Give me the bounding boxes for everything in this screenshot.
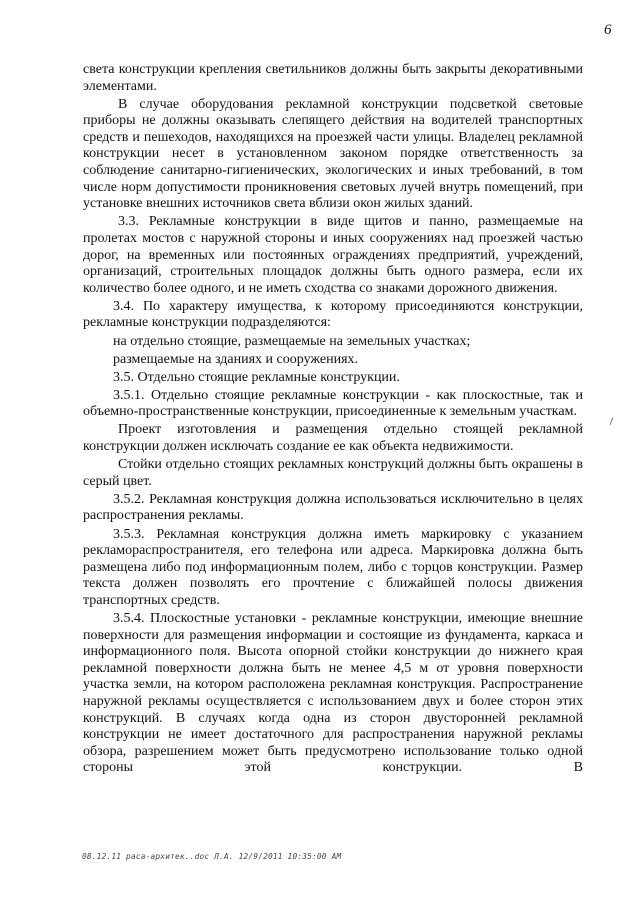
paragraph-3-3: 3.3. Рекламные конструкции в виде щитов и панно, размещаемые на пролетах мостов с наружной стороны и иных сооружениях над проезжей частью дорог, на временных или постоянных ограждениях предприятий, учреждений, организаций, строительных площадок должны быть одного размера, если их количество более одного, и не иметь сходства со знаками дорожного движения. xyxy=(83,214,583,296)
paragraph-3-5-3: 3.5.3. Рекламная конструкция должна иметь маркировку с указанием рекламораспространителя, его телефона или адреса. Маркировка должна быть размещена либо под информационным полем, либо с торцов конструкции. Размер текста должен позволять его прочтение с ближайшей полосы движения транспортных средств. xyxy=(83,526,583,608)
list-item-freestanding: на отдельно стоящие, размещаемые на земельных участках; xyxy=(113,333,471,349)
document-footer: 08.12.11 раса-архитек..doc Л.А. 12/9/2011 10:35:00 AM xyxy=(82,852,342,861)
scan-mark xyxy=(610,417,614,425)
paragraph-project: Проект изготовления и размещения отдельно стоящей рекламной конструкции должен исключать создание ее как объекта недвижимости. xyxy=(83,422,583,455)
paragraph-3-5-4: 3.5.4. Плоскостные установки - рекламные конструкции, имеющие внешние поверхности для размещения информации и состоящие из фундамента, каркаса и информационного поля. Высота опорной стойки конструкции до нижнего края рекламной поверхности должна быть не менее 4,5 м от уровня поверхности участка земли, на котором расположена рекламная конструкция. Распространение наружной рекламы осуществляется с использованием двух и более сторон этих конструкций. В случаях когда одна из сторон двусторонней рекламной конструкции не имеет достаточного для распространения наружной рекламы обзора, разрешением может быть предусмотрено использование только одной стороны этой конструкции. В xyxy=(83,611,583,776)
list-item-on-buildings: размещаемые на зданиях и сооружениях. xyxy=(113,351,359,367)
paragraph-posts-color: Стойки отдельно стоящих рекламных конструкций должны быть окрашены в серый цвет. xyxy=(83,457,583,489)
paragraph-3-5-1: 3.5.1. Отдельно стоящие рекламные конструкции - как плоскостные, так и объемно-пространственные конструкции, присоединенные к земельным участкам. xyxy=(83,387,583,420)
paragraph-3-4: 3.4. По характеру имущества, к которому присоединяются конструкции, рекламные конструкции подразделяются: xyxy=(83,298,583,331)
document-body xyxy=(83,62,583,777)
page-number: 6 xyxy=(604,22,612,38)
paragraph-3-5: 3.5. Отдельно стоящие рекламные конструкции. xyxy=(113,369,400,385)
paragraph-3-5-2: 3.5.2. Рекламная конструкция должна использоваться исключительно в целях распространения рекламы. xyxy=(83,491,583,524)
paragraph-lighting-glare: В случае оборудования рекламной конструкции подсветкой световые приборы не должны оказывать слепящего действия на водителей транспортных средств и пешеходов, находящихся на проезжей части улицы. Владелец рекламной конструкции несет в установленном законом порядке ответственность за соблюдение санитарно-гигиенических, экологических и иных требований, в том числе норм допустимости проникновения световых лучей внутрь помещений, при установке внешних источников света вблизи окон жилых зданий. xyxy=(83,96,583,212)
paragraph-lighting-cover: света конструкции крепления светильников должны быть закрыты декоративными элементами. xyxy=(83,62,583,94)
